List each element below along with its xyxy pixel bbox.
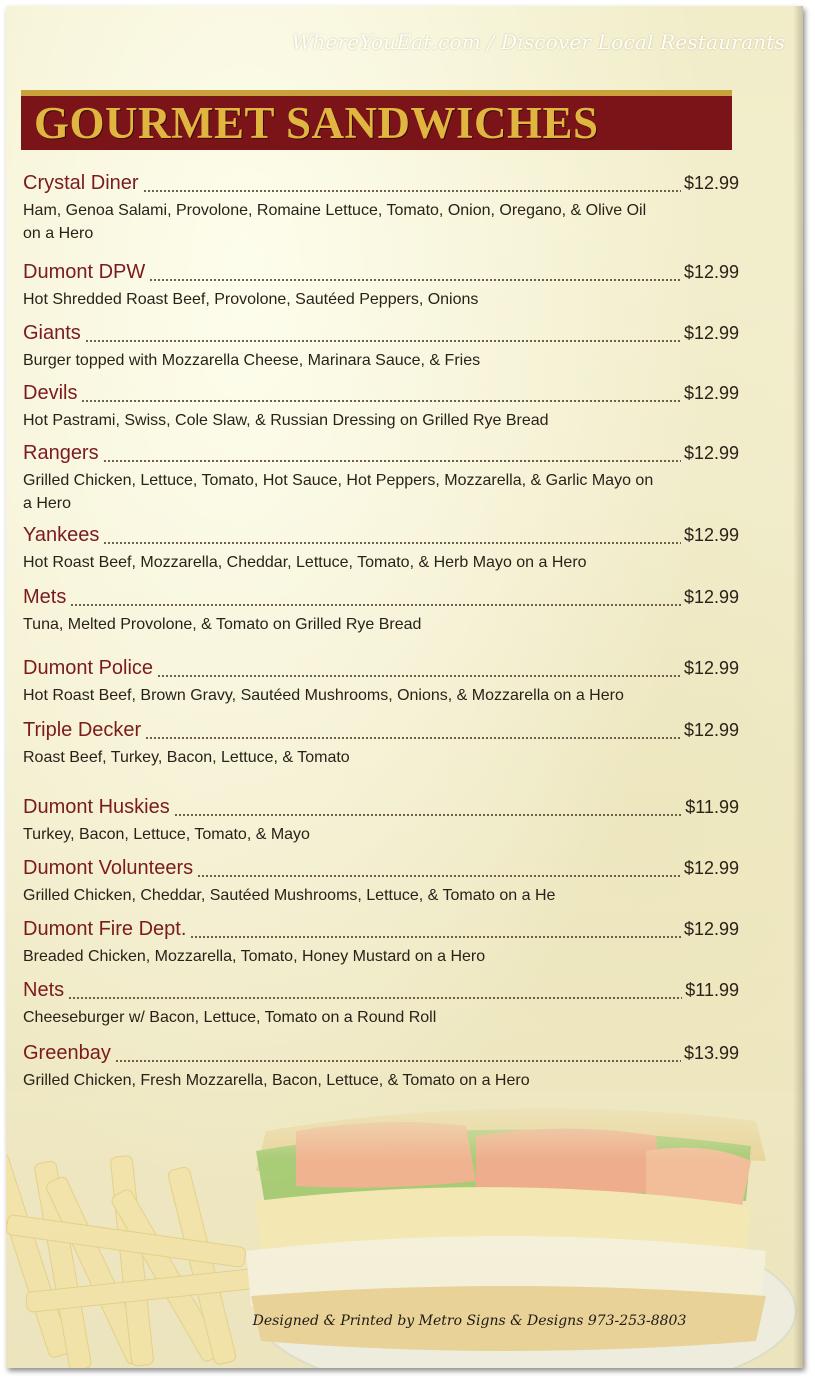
item-description: Grilled Chicken, Cheddar, Sautéed Mushrooms, Lettuce, & Tomato on a He	[23, 887, 556, 904]
item-price: $12.99	[683, 919, 739, 939]
item-name: Dumont DPW	[23, 261, 146, 283]
item-price: $12.99	[683, 173, 739, 193]
item-name: Dumont Fire Dept.	[23, 918, 187, 940]
item-name: Rangers	[23, 442, 99, 464]
item-description: Grilled Chicken, Fresh Mozzarella, Bacon, Lettuce, & Tomato on a Hero	[23, 1072, 530, 1089]
item-description: Hot Roast Beef, Mozzarella, Cheddar, Lettuce, Tomato, & Herb Mayo on a Hero	[23, 554, 587, 571]
item-price: $12.99	[683, 443, 739, 463]
item-description: Grilled Chicken, Lettuce, Tomato, Hot Sauce, Hot Peppers, Mozzarella, & Garlic Mayo on a Hero	[23, 472, 654, 512]
item-description: Burger topped with Mozzarella Cheese, Marinara Sauce, & Fries	[23, 352, 481, 369]
menu-item	[23, 719, 739, 769]
menu-item	[23, 382, 739, 432]
leader-dots	[103, 460, 681, 462]
menu-item	[23, 172, 739, 245]
menu-item	[23, 322, 739, 372]
menu-item	[23, 979, 739, 1029]
leader-dots	[68, 997, 682, 999]
menu-page	[6, 6, 803, 1368]
section-banner	[21, 90, 732, 150]
menu-item	[23, 1042, 739, 1092]
item-description: Hot Shredded Roast Beef, Provolone, Sautéed Peppers, Onions	[23, 291, 479, 308]
leader-dots	[157, 675, 681, 677]
leader-dots	[115, 1060, 681, 1062]
item-description: Turkey, Bacon, Lettuce, Tomato, & Mayo	[23, 826, 310, 843]
item-description: Breaded Chicken, Mozzarella, Tomato, Honey Mustard on a Hero	[23, 948, 486, 965]
item-price: $11.99	[685, 980, 739, 1000]
leader-dots	[143, 190, 681, 192]
item-description: Ham, Genoa Salami, Provolone, Romaine Lettuce, Tomato, Onion, Oregano, & Olive Oil on a Hero	[23, 202, 647, 242]
item-name: Devils	[23, 382, 78, 404]
item-price: $13.99	[683, 1043, 739, 1063]
menu-item	[23, 796, 739, 846]
item-name: Dumont Huskies	[23, 796, 170, 818]
leader-dots	[197, 875, 681, 877]
leader-dots	[85, 340, 681, 342]
item-description: Hot Roast Beef, Brown Gravy, Sautéed Mushrooms, Onions, & Mozzarella on a Hero	[23, 687, 624, 704]
item-description: Roast Beef, Turkey, Bacon, Lettuce, & Tomato	[23, 749, 350, 766]
leader-dots	[70, 604, 681, 606]
menu-item	[23, 657, 739, 707]
item-price: $12.99	[683, 262, 739, 282]
section-title: GOURMET SANDWICHES	[34, 98, 599, 148]
printer-credit-text: Designed & Printed by Metro Signs & Designs 973-253-8803	[252, 1313, 687, 1329]
item-name: Yankees	[23, 524, 100, 546]
item-name: Greenbay	[23, 1042, 111, 1064]
item-price: $12.99	[683, 858, 739, 878]
item-description: Tuna, Melted Provolone, & Tomato on Grilled Rye Bread	[23, 616, 422, 633]
item-description: Cheeseburger w/ Bacon, Lettuce, Tomato on a Round Roll	[23, 1009, 437, 1026]
leader-dots	[149, 279, 681, 281]
item-price: $12.99	[683, 323, 739, 343]
item-price: $12.99	[683, 720, 739, 740]
item-name: Triple Decker	[23, 719, 142, 741]
item-price: $12.99	[683, 525, 739, 545]
watermark: WhereYouEat.com / Discover Local Restaurants	[291, 30, 785, 54]
item-price: $12.99	[683, 383, 739, 403]
item-name: Mets	[23, 586, 67, 608]
menu-item	[23, 442, 739, 515]
item-name: Giants	[23, 322, 81, 344]
leader-dots	[103, 542, 681, 544]
menu-item	[23, 586, 739, 636]
item-name: Crystal Diner	[23, 172, 139, 194]
menu-item	[23, 524, 739, 574]
item-name: Dumont Police	[23, 657, 154, 679]
printer-credit	[6, 1313, 803, 1329]
item-name: Nets	[23, 979, 65, 1001]
item-price: $12.99	[683, 658, 739, 678]
item-name: Dumont Volunteers	[23, 857, 194, 879]
leader-dots	[174, 814, 683, 816]
item-description: Hot Pastrami, Swiss, Cole Slaw, & Russian Dressing on Grilled Rye Bread	[23, 412, 549, 429]
item-price: $11.99	[685, 797, 739, 817]
leader-dots	[81, 400, 680, 402]
leader-dots	[145, 737, 681, 739]
item-price: $12.99	[683, 587, 739, 607]
leader-dots	[190, 936, 681, 938]
menu-item	[23, 857, 739, 907]
menu-item	[23, 261, 739, 311]
menu-item	[23, 918, 739, 968]
